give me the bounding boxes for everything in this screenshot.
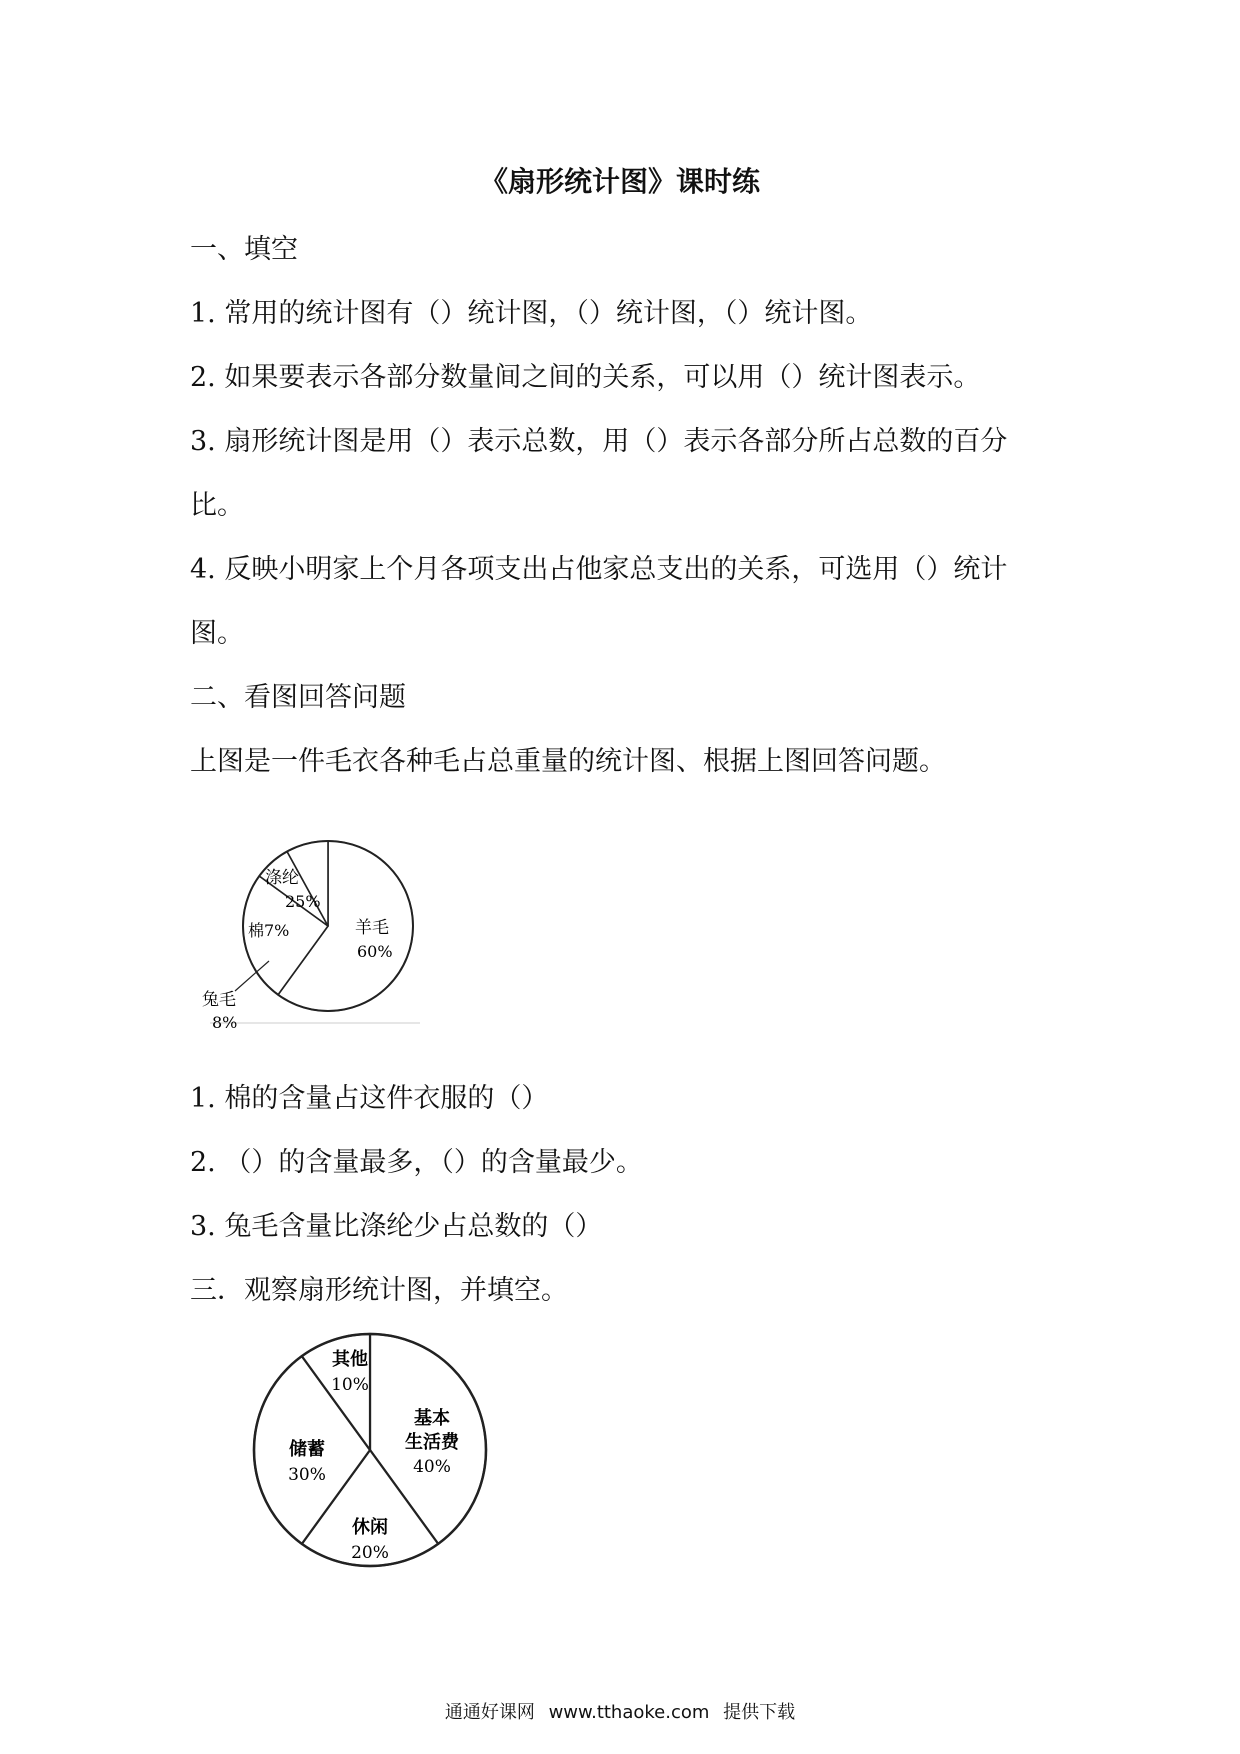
label-basic-living-name-2: 生活费 xyxy=(405,1432,459,1453)
label-rabbit-hair-name: 兔毛 xyxy=(202,990,236,1010)
chart-1-intro: 上图是一件毛衣各种毛占总重量的统计图、根据上图回答问题。 xyxy=(190,746,946,777)
label-other-name: 其他 xyxy=(332,1349,368,1370)
label-leisure-name: 休闲 xyxy=(352,1517,388,1538)
section-heading-chart-questions: 二、看图回答问题 xyxy=(190,682,406,713)
label-basic-living-name-1: 基本 xyxy=(414,1408,450,1429)
question-1-4-continued: 图。 xyxy=(190,618,244,649)
question-2-2: 2. （）的含量最多，（）的含量最少。 xyxy=(190,1147,643,1178)
label-wool-name: 羊毛 xyxy=(355,918,389,938)
question-1-1: 1. 常用的统计图有（）统计图，（）统计图，（）统计图。 xyxy=(190,298,873,329)
label-polyester-pct: 25% xyxy=(285,892,321,911)
question-1-4: 4. 反映小明家上个月各项支出占他家总支出的关系，可选用（）统计 xyxy=(190,554,1008,585)
label-savings-pct: 30% xyxy=(288,1465,326,1485)
label-other-pct: 10% xyxy=(331,1375,369,1395)
question-2-3: 3. 兔毛含量比涤纶少占总数的（） xyxy=(190,1211,603,1242)
footer-site-name: 通通好课网 xyxy=(444,1702,535,1723)
sweater-material-pie-chart xyxy=(190,825,450,1050)
question-2-1: 1. 棉的含量占这件衣服的（） xyxy=(190,1083,549,1114)
label-basic-living-pct: 40% xyxy=(413,1457,451,1477)
question-1-3: 3. 扇形统计图是用（）表示总数，用（）表示各部分所占总数的百分 xyxy=(190,426,1008,457)
label-leisure-pct: 20% xyxy=(351,1543,389,1563)
page-footer xyxy=(0,1704,1240,1722)
question-1-3-continued: 比。 xyxy=(190,490,244,521)
question-1-2: 2. 如果要表示各部分数量间之间的关系，可以用（）统计图表示。 xyxy=(190,362,981,393)
section-heading-observe-chart: 三．观察扇形统计图，并填空。 xyxy=(190,1275,568,1306)
label-savings-name: 储蓄 xyxy=(289,1439,325,1460)
section-heading-fill-in: 一、填空 xyxy=(190,234,298,265)
label-cotton: 棉7% xyxy=(248,921,290,940)
label-rabbit-hair-pct: 8% xyxy=(212,1013,238,1032)
footer-url[interactable]: www.tthaoke.com xyxy=(548,1702,710,1723)
label-wool-pct: 60% xyxy=(357,942,393,961)
label-polyester-name: 涤纶 xyxy=(265,868,299,888)
spending-pie-chart xyxy=(240,1320,500,1580)
worksheet-title: 《扇形统计图》课时练 xyxy=(479,165,760,198)
footer-suffix: 提供下载 xyxy=(723,1702,796,1723)
